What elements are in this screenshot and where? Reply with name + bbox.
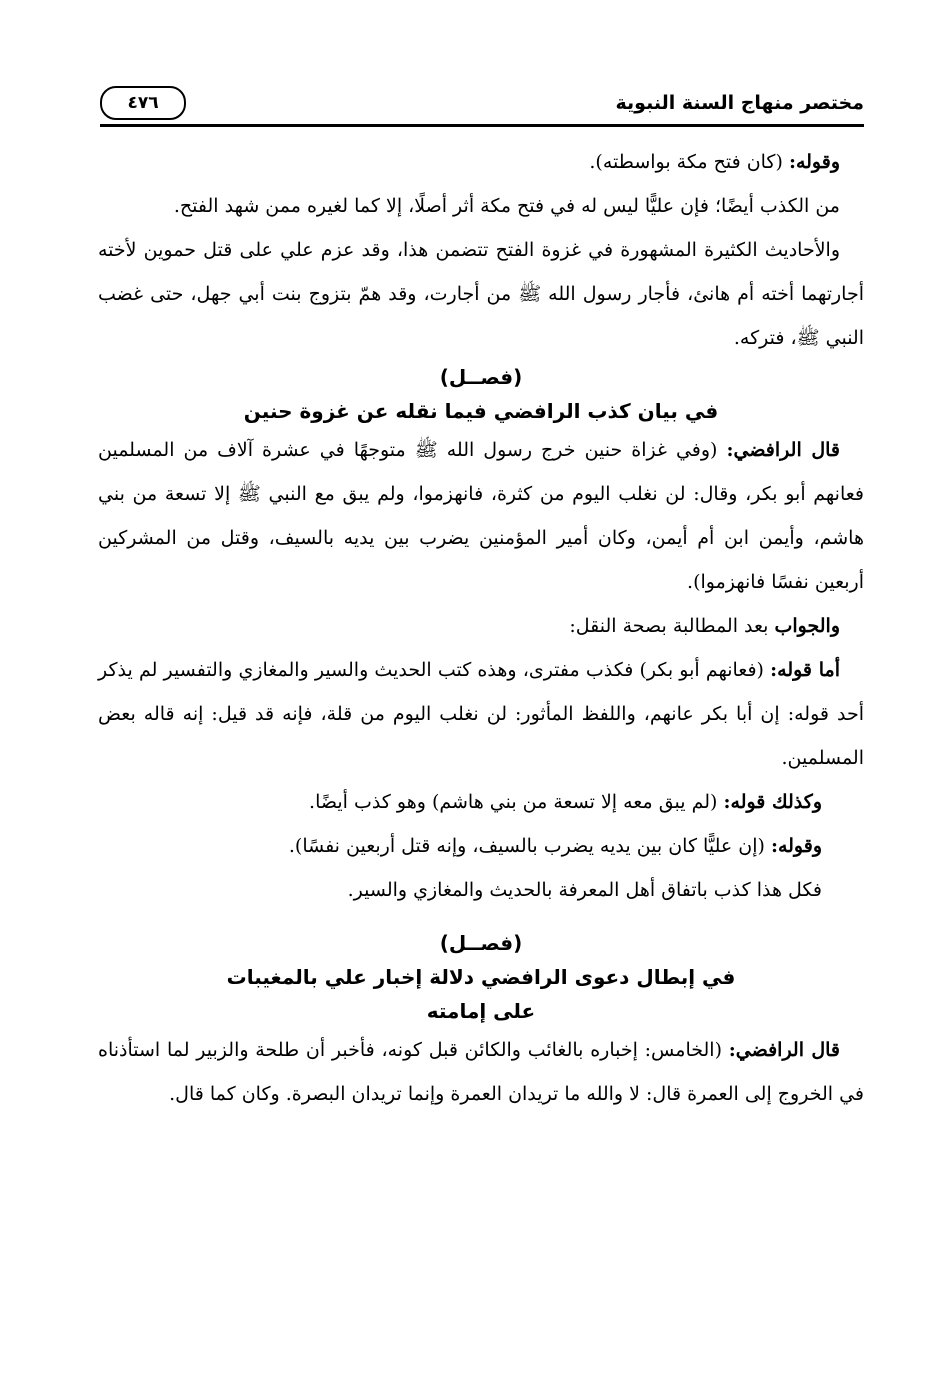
paragraph-lead: وقوله: xyxy=(788,151,840,173)
paragraph xyxy=(98,824,864,868)
paragraph xyxy=(98,428,864,604)
paragraph xyxy=(98,780,864,824)
paragraph-lead: قال الرافضي: xyxy=(728,1039,840,1061)
paragraph-text: بعد المطالبة بصحة النقل: xyxy=(569,615,775,637)
paragraph xyxy=(98,1028,864,1116)
page-body xyxy=(98,140,864,1116)
page-number: ٤٧٦ xyxy=(100,86,186,120)
paragraph-lead: وكذلك قوله: xyxy=(723,791,822,813)
book-title: مختصر منهاج السنة النبوية xyxy=(615,92,864,114)
section-heading: في إبطال دعوى الرافضي دلالة إخبار علي بالمغيبات xyxy=(226,965,736,989)
paragraph-text: (إن عليًّا كان بين يديه يضرب بالسيف، وإنه قتل أربعين نفسًا). xyxy=(288,835,771,857)
paragraph-lead: وقوله: xyxy=(770,835,822,857)
section-heading: على إمامته xyxy=(426,999,536,1023)
paragraph-lead: قال الرافضي: xyxy=(726,439,841,461)
paragraph xyxy=(98,868,864,912)
paragraph-text: (لم يبق معه إلا تسعة من بني هاشم) وهو كذب أيضًا. xyxy=(309,791,724,813)
paragraph xyxy=(98,140,864,184)
spacer xyxy=(98,912,864,926)
paragraph xyxy=(98,228,864,360)
paragraph-text: (فعانهم أبو بكر) فكذب مفترى، وهذه كتب الحديث والسير والمغازي والتفسير لم يذكر أحد قوله: إن أبا بكر عانهم، واللفظ المأثور: لن نغلب اليوم من قلة، فإنه قد قيل: إنه قاله بعض المسلمين. xyxy=(98,659,864,769)
paragraph-lead: والجواب xyxy=(774,615,840,637)
paragraph-text: (الخامس: إخباره بالغائب والكائن قبل كونه، فأخبر أن طلحة والزبير لما استأذناه في الخروج إلى العمرة قال: لا والله ما تريدان العمرة وإنما تريدان البصرة. وكان كما قال. xyxy=(98,1039,864,1105)
header-rule xyxy=(100,124,864,127)
section-heading: في بيان كذب الرافضي فيما نقله عن غزوة حنين xyxy=(243,399,719,423)
section-heading: (فصــل) xyxy=(439,931,523,955)
paragraph xyxy=(98,648,864,780)
paragraph-text: (كان فتح مكة بواسطته). xyxy=(589,151,789,173)
paragraph-text: فكل هذا كذب باتفاق أهل المعرفة بالحديث والمغازي والسير. xyxy=(347,879,822,901)
paragraph-text: من الكذب أيضًا؛ فإن عليًّا ليس له في فتح مكة أثر أصلًا، إلا كما لغيره ممن شهد الفتح. xyxy=(173,195,840,217)
paragraph xyxy=(98,604,864,648)
page-header xyxy=(100,82,864,124)
paragraph-text: (وفي غزاة حنين خرج رسول الله ﷺ متوجهًا في عشرة آلاف من المسلمين فعانهم أبو بكر، وقال: لن نغلب اليوم من كثرة، فانهزموا، ولم يبق مع النبي ﷺ إلا تسعة من بني هاشم، وأيمن ابن أم أيمن، وكان أمير المؤمنين يضرب بين يديه بالسيف، وقتل من المشركين أربعين نفسًا فانهزموا). xyxy=(98,439,864,593)
paragraph xyxy=(98,184,864,228)
paragraph-text: والأحاديث الكثيرة المشهورة في غزوة الفتح تتضمن هذا، وقد عزم علي على قتل حموين لأخته أجارتهما أخته أم هانئ، فأجار رسول الله ﷺ من أجارت، وقد همّ بتزوج بنت أبي جهل، حتى غضب النبي ﷺ، فتركه. xyxy=(98,239,864,349)
section-heading: (فصــل) xyxy=(439,365,523,389)
paragraph-lead: أما قوله: xyxy=(770,659,840,681)
